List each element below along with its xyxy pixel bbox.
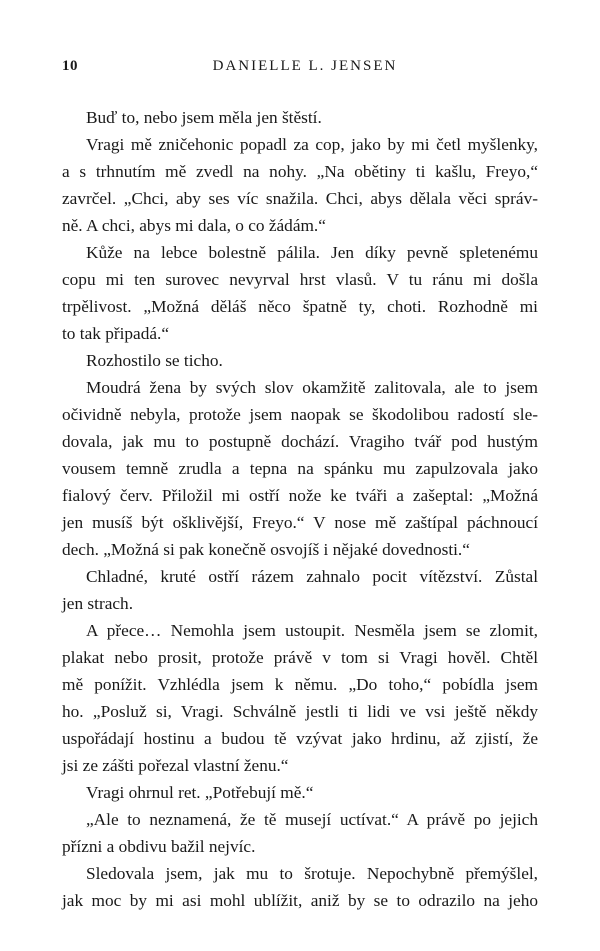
- paragraph: [62, 239, 538, 347]
- text-line: Rozhostilo se ticho.: [86, 351, 223, 370]
- text-line: „Ale to neznamená, že tě musejí uctívat.“ A právě po jejich: [86, 810, 538, 829]
- text-line: dovala, jak mu to postupně dochází. Vragiho tvář pod hustým: [62, 432, 538, 451]
- text-line: plakat nebo prosit, protože právě v tom si Vragi hověl. Chtěl: [62, 648, 538, 667]
- text-line: Moudrá žena by svých slov okamžitě zalitovala, ale to jsem: [86, 378, 538, 397]
- text-line: Sledovala jsem, jak mu to šrotuje. Nepochybně přemýšlel,: [86, 864, 538, 883]
- text-line: očividně nebyla, protože jsem naopak se škodolibou radostí sle-: [62, 405, 538, 424]
- paragraph: [62, 104, 538, 131]
- paragraph: [62, 563, 538, 617]
- body-text: [62, 104, 538, 914]
- paragraph: [62, 374, 538, 563]
- running-head: DANIELLE L. JENSEN: [212, 58, 398, 74]
- text-line: uspořádají hostinu a budou tě vzývat jako hrdinu, až zjistí, že: [62, 729, 538, 748]
- text-line: Vragi ohrnul ret. „Potřebují mě.“: [86, 783, 314, 802]
- text-line: Vragi mě zničehonic popadl za cop, jako by mi četl myšlenky,: [86, 135, 538, 154]
- text-line: ho. „Posluž si, Vragi. Schválně jestli ti lidi ve vsi ještě někdy: [62, 702, 538, 721]
- text-line: Chladné, kruté ostří rázem zahnalo pocit vítězství. Zůstal: [86, 567, 538, 586]
- paragraph: [62, 779, 538, 806]
- text-line: jak moc by mi asi mohl ublížit, aniž by se to odrazilo na jeho: [62, 891, 538, 910]
- text-line: jen musíš být ošklivější, Freyo.“ V nose mě zaštípal páchnoucí: [62, 513, 538, 532]
- text-line: trpělivost. „Možná děláš něco špatně ty, choti. Rozhodně mi: [62, 297, 538, 316]
- text-line: zavrčel. „Chci, aby ses víc snažila. Chci, abys dělala věci správ-: [62, 189, 538, 208]
- paragraph: [62, 131, 538, 239]
- text-line: Buď to, nebo jsem měla jen štěstí.: [86, 108, 322, 127]
- text-line: to tak připadá.“: [62, 324, 170, 343]
- paragraph: [62, 347, 538, 374]
- paragraph: [62, 617, 538, 779]
- text-line: jsi ze zášti pořezal vlastní ženu.“: [62, 756, 289, 775]
- text-line: copu mi ten surovec nevyrval hrst vlasů. V tu ránu mi došla: [62, 270, 538, 289]
- text-line: přízni a obdivu bažil nejvíc.: [62, 837, 256, 856]
- text-line: a s trhnutím mě zvedl na nohy. „Na obětiny ti kašlu, Freyo,“: [62, 162, 538, 181]
- paragraph: [62, 806, 538, 860]
- text-line: fialový červ. Přiložil mi ostří nože ke tváři a zašeptal: „Možná: [62, 486, 538, 505]
- text-line: ně. A chci, abys mi dala, o co žádám.“: [62, 216, 326, 235]
- paragraph: [62, 860, 538, 914]
- text-line: vousem temně zrudla a tepna na spánku mu zapulzovala jako: [62, 459, 538, 478]
- text-line: jen strach.: [62, 594, 134, 613]
- text-line: dech. „Možná si pak konečně osvojíš i nějaké dovednosti.“: [62, 540, 470, 559]
- text-line: Kůže na lebce bolestně pálila. Jen díky pevně spletenému: [86, 243, 538, 262]
- text-line: mě ponížit. Vzhlédla jsem k němu. „Do toho,“ pobídla jsem: [62, 675, 538, 694]
- text-line: A přece… Nemohla jsem ustoupit. Nesměla jsem se zlomit,: [86, 621, 538, 640]
- page-number: 10: [62, 58, 78, 74]
- page-header: [62, 58, 538, 80]
